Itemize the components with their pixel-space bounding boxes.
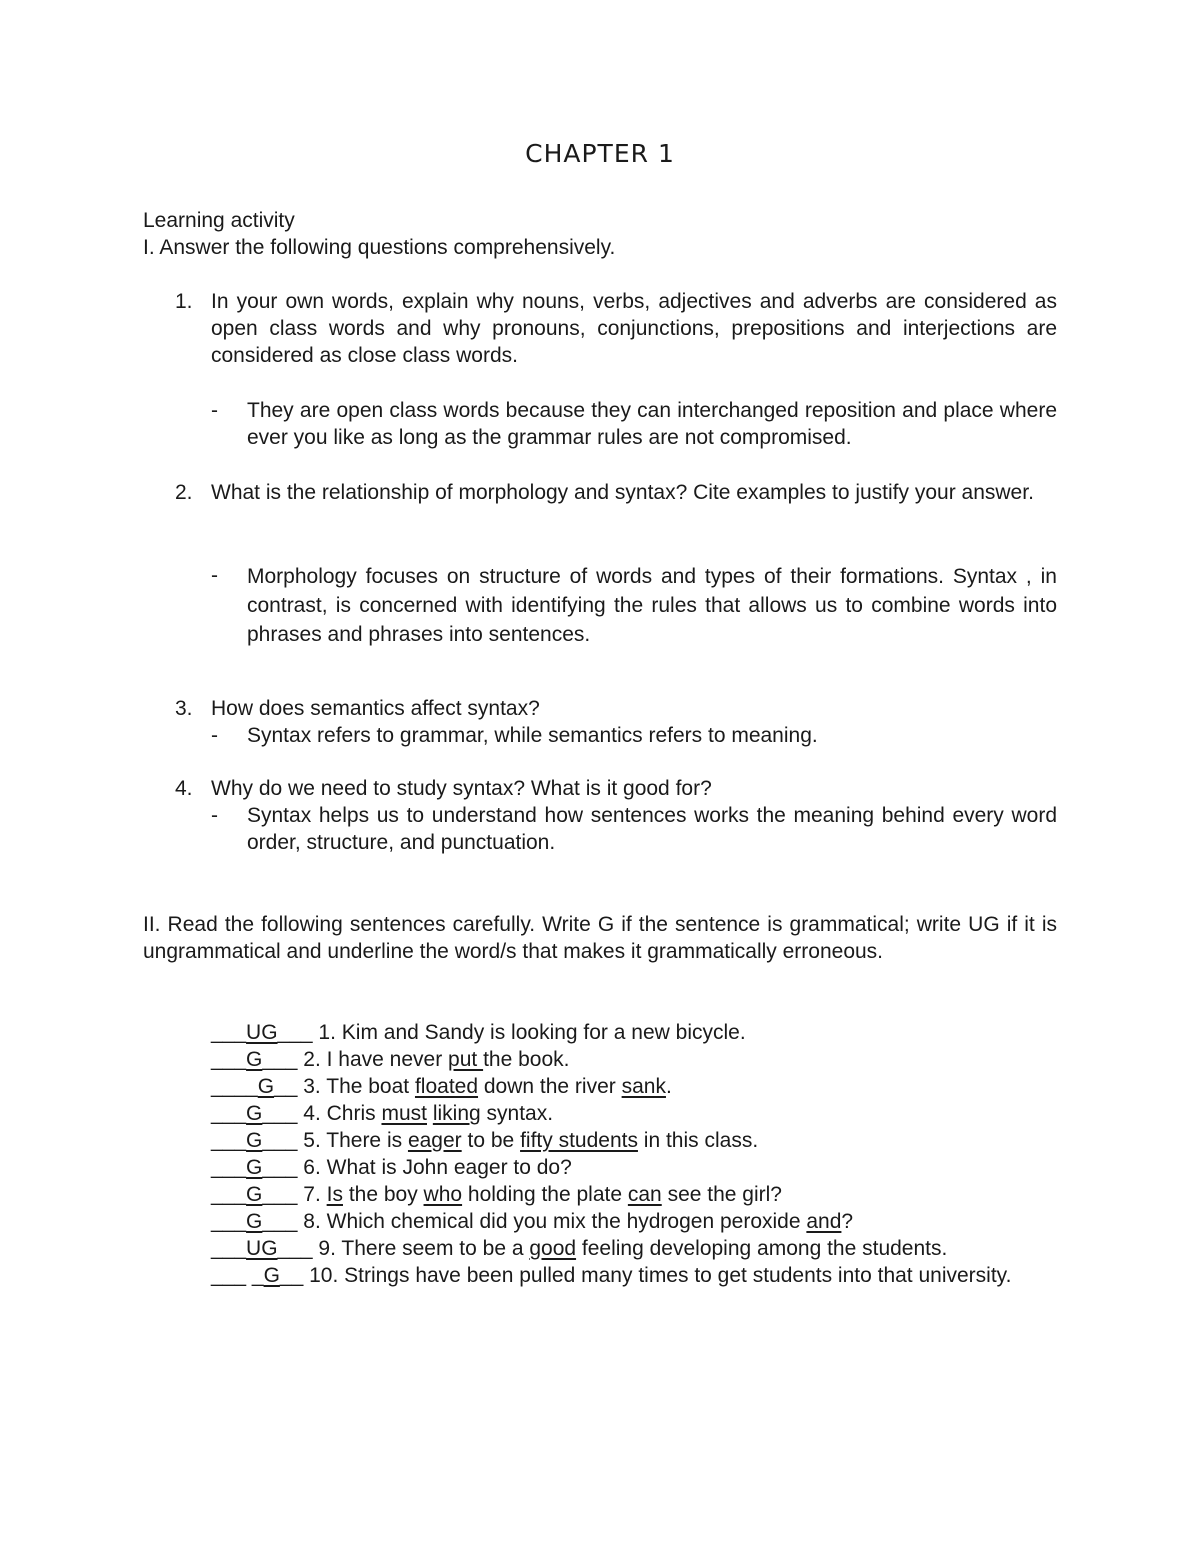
blank-pre: ___ [211,1183,247,1206]
blank-post: ___ [262,1048,298,1071]
blank-pre: ____ [211,1075,258,1098]
sentence-text: holding the plate [462,1183,628,1206]
question-text: How does semantics affect syntax? [211,697,540,720]
question-text: In your own words, explain why nouns, verbs, adjectives and adverbs are considered as open class words and why pronouns, conjunctions, prepositions and interjections are considered as close class words. [211,290,1057,367]
item-row [211,1046,569,1073]
item-row [211,1127,758,1154]
item-number: 9. [312,1237,336,1260]
chapter-title: CHAPTER 1 [525,139,675,168]
sentence-text: ? [841,1210,854,1233]
item-number: 1. [312,1021,336,1044]
underlined-error: liking [432,1102,481,1125]
item-row [211,1262,1057,1289]
answer-dash: - [211,804,218,827]
underlined-error: must [381,1102,427,1125]
item-number: 2. [297,1048,321,1071]
blank-post: ___ [262,1156,298,1179]
underlined-error: sank [621,1075,666,1098]
sentence-text: I have never [320,1048,449,1071]
answer-dash: - [211,724,218,747]
answer-mark: G [263,1264,280,1287]
answer-mark: G [246,1048,263,1071]
answer-blank [211,1048,297,1071]
answer-text: Syntax refers to grammar, while semantics refers to meaning. [247,724,818,747]
answer-blank [211,1129,297,1152]
blank-post: __ [274,1075,298,1098]
underlined-error: and [806,1210,842,1233]
question-number: 1. [175,290,193,313]
sentence-text: syntax. [480,1102,554,1125]
answer-mark: G [246,1183,263,1206]
sentence-text: the boy [342,1183,424,1206]
item-row [211,1181,782,1208]
item-row [211,1154,572,1181]
underlined-error: who [423,1183,463,1206]
answer-dash: - [211,564,218,587]
item-row [211,1100,553,1127]
sentence-text: in this class. [637,1129,759,1152]
blank-post: ___ [262,1210,298,1233]
blank-post: ___ [262,1102,298,1125]
item-number: 5. [297,1129,321,1152]
blank-post: ___ [277,1021,313,1044]
answer-mark: UG [246,1021,278,1044]
answer-blank [211,1183,297,1206]
sentence-text: see the girl? [661,1183,782,1206]
blank-post: ___ [277,1237,313,1260]
item-row [211,1019,746,1046]
underlined-error: can [627,1183,662,1206]
answer-blank [211,1156,297,1179]
part2-instruction: II. Read the following sentences carefully. Write G if the sentence is grammatical; write UG if it is ungrammatical and underline the word/s that makes it grammatically erroneous. [143,913,1057,963]
answer-dash: - [211,399,218,422]
question-number: 2. [175,481,193,504]
answer-mark: G [246,1102,263,1125]
item-number: 8. [297,1210,321,1233]
sentence-text: the book. [483,1048,570,1071]
underlined-error: eager [407,1129,462,1152]
item-number: 4. [297,1102,321,1125]
answer-mark: G [246,1129,263,1152]
sentence-text: What is John eager to do? [320,1156,572,1179]
item-number: 3. [297,1075,321,1098]
underlined-error: put [448,1048,484,1071]
answer-mark: G [257,1075,275,1098]
sentence-text: feeling developing among the students. [576,1237,948,1260]
sentence-text: Chris [320,1102,382,1125]
blank-pre: ___ [211,1210,247,1233]
blank-post: ___ [262,1129,298,1152]
answer-blank [211,1021,313,1044]
answer-mark: UG [246,1237,278,1260]
blank-pre: ___ [211,1156,247,1179]
underlined-error: Is [326,1183,343,1206]
sentence-text: to be [461,1129,521,1152]
underlined-error: fifty students [520,1129,638,1152]
sentence-text: There is [320,1129,408,1152]
sentence-text: Strings have been pulled many times to get students into that university. [338,1264,1012,1287]
answer-blank [211,1264,303,1287]
blank-pre: ___ [211,1102,247,1125]
answer-blank [211,1075,297,1098]
blank-pre: ___ _ [211,1264,264,1287]
item-number: 7. [297,1183,321,1206]
answer-mark: G [246,1156,263,1179]
sentence-text: Kim and Sandy is looking for a new bicycle. [335,1021,746,1044]
sentence-text: Which chemical did you mix the hydrogen peroxide [320,1210,807,1233]
part1-instruction: I. Answer the following questions comprehensively. [143,236,616,259]
blank-post: __ [279,1264,304,1287]
answer-mark: G [246,1210,263,1233]
sentence-text: . [665,1075,672,1098]
activity-label: Learning activity [143,209,295,232]
item-row [211,1208,853,1235]
underlined-error: good [529,1237,577,1260]
answer-text: Syntax helps us to understand how sentences works the meaning behind every word order, structure, and punctuation. [247,804,1057,854]
answer-text: Morphology focuses on structure of words and types of their formations. Syntax , in contrast, is concerned with identifying the rules that allows us to combine words into phrases and phrases into sentences. [247,565,1057,646]
question-text: Why do we need to study syntax? What is it good for? [211,777,712,800]
question-text: What is the relationship of morphology and syntax? Cite examples to justify your answer. [211,481,1034,504]
blank-pre: ___ [211,1021,247,1044]
question-number: 4. [175,777,193,800]
underlined-error: floated [414,1075,479,1098]
answer-text: They are open class words because they can interchanged reposition and place where ever you like as long as the grammar rules are not compromised. [247,399,1057,449]
answer-blank [211,1102,297,1125]
blank-pre: ___ [211,1048,247,1071]
answer-blank [211,1237,313,1260]
question-number: 3. [175,697,193,720]
sentence-text: There seem to be a [335,1237,530,1260]
sentence-text: down the river [478,1075,622,1098]
answer-blank [211,1210,297,1233]
blank-pre: ___ [211,1129,247,1152]
sentence-text: The boat [320,1075,415,1098]
item-row [211,1235,947,1262]
item-row [211,1073,672,1100]
blank-pre: ___ [211,1237,247,1260]
blank-post: ___ [262,1183,298,1206]
item-number: 6. [297,1156,321,1179]
item-number: 10. [303,1264,339,1287]
